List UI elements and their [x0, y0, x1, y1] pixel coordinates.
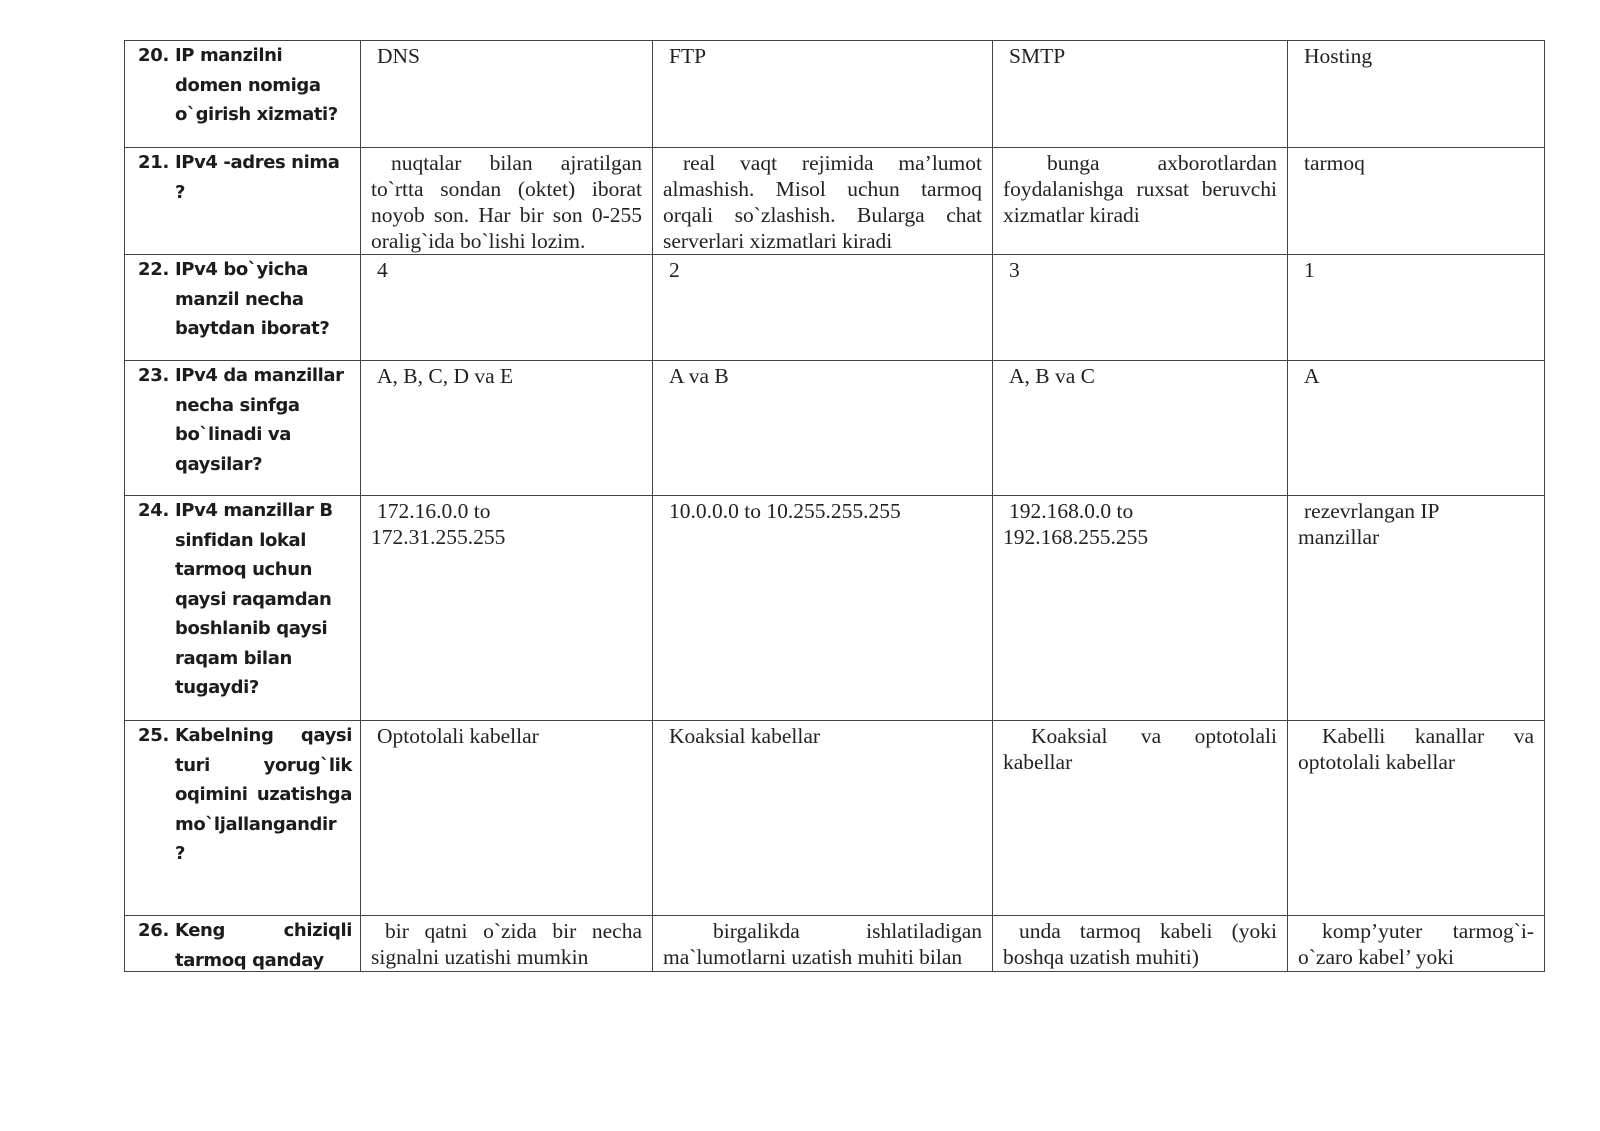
answer-cell: [361, 255, 653, 361]
question-number: 21.: [138, 152, 169, 173]
table-row: [125, 496, 1545, 721]
question-number: 22.: [138, 259, 169, 280]
question-cell: [125, 148, 361, 255]
answer-text: A va B: [669, 364, 729, 388]
answer-cell: [1288, 255, 1545, 361]
table-row: [125, 361, 1545, 496]
answer-text: rezevrlangan IP manzillar: [1298, 499, 1439, 549]
answer-text: Hosting: [1304, 44, 1373, 68]
answer-text: Optotolali kabellar: [377, 724, 539, 748]
question-number: 25.: [138, 725, 169, 746]
answer-cell: [653, 255, 993, 361]
answer-text: 10.0.0.0 to 10.255.255.255: [669, 499, 901, 523]
answer-text: real vaqt rejimida ma’lumot almashish. Misol uchun tarmoq orqali so`zlashish. Bularga chat serverlari xizmatlari kiradi: [663, 151, 982, 253]
answer-text: 2: [669, 258, 680, 282]
answer-text: A: [1304, 364, 1320, 388]
answer-text: bir qatni o`zida bir necha signalni uzatishi mumkin: [371, 919, 642, 969]
answer-cell: [361, 148, 653, 255]
answer-text: unda tarmoq kabeli (yoki boshqa uzatish muhiti): [1003, 919, 1277, 969]
answer-cell: [993, 916, 1288, 972]
answer-cell: [993, 496, 1288, 721]
question-cell: [125, 721, 361, 916]
answer-cell: [1288, 916, 1545, 972]
answer-text: A, B va C: [1009, 364, 1095, 388]
question-text: IPv4 manzillar B sinfidan lokal tarmoq uchun qaysi raqamdan boshlanib qaysi raqam bilan tugaydi?: [175, 500, 333, 698]
answer-cell: [993, 255, 1288, 361]
question-text: Keng chiziqli tarmoq qanday: [175, 920, 352, 970]
table-row: [125, 916, 1545, 972]
answer-text: birgalikda ishlatiladigan ma`lumotlarni uzatish muhiti bilan: [663, 919, 982, 969]
question-number: 24.: [138, 500, 169, 521]
question-text: Kabelning qaysi turi yorug`lik oqimini uzatishga mo`ljallangandir ?: [175, 725, 352, 864]
answer-text: DNS: [377, 44, 421, 68]
answer-cell: [361, 721, 653, 916]
answer-text: SMTP: [1009, 44, 1066, 68]
question-number: 23.: [138, 365, 169, 386]
answer-cell: [1288, 721, 1545, 916]
answer-cell: [993, 41, 1288, 148]
answer-cell: [1288, 41, 1545, 148]
answer-cell: [653, 148, 993, 255]
answer-text: komp’yuter tarmog`i- o`zaro kabel’ yoki: [1298, 919, 1534, 969]
table-row: [125, 721, 1545, 916]
answer-text: nuqtalar bilan ajratilgan to`rtta sondan (oktet) iborat noyob son. Har bir son 0-255 oralig`ida bo`lishi lozim.: [371, 151, 642, 253]
answer-cell: [361, 361, 653, 496]
answer-cell: [993, 148, 1288, 255]
question-text: IPv4 da manzillar necha sinfga bo`linadi va qaysilar?: [175, 365, 344, 475]
answer-text: bunga axborotlardan foydalanishga ruxsat beruvchi xizmatlar kiradi: [1003, 151, 1277, 227]
question-cell: [125, 255, 361, 361]
answer-cell: [1288, 496, 1545, 721]
question-cell: [125, 41, 361, 148]
answer-cell: [993, 721, 1288, 916]
answer-text: Kabelli kanallar va optotolali kabellar: [1298, 724, 1534, 774]
answer-cell: [993, 361, 1288, 496]
question-cell: [125, 496, 361, 721]
answer-text: 172.16.0.0 to 172.31.255.255: [371, 499, 506, 549]
answer-cell: [653, 361, 993, 496]
answer-text: Koaksial va optotolali kabellar: [1003, 724, 1277, 774]
answer-text: A, B, C, D va E: [377, 364, 514, 388]
answer-text: 192.168.0.0 to 192.168.255.255: [1003, 499, 1149, 549]
answer-cell: [653, 721, 993, 916]
answer-cell: [653, 916, 993, 972]
answer-text: 1: [1304, 258, 1315, 282]
answer-cell: [653, 496, 993, 721]
table-row: [125, 148, 1545, 255]
answer-text: Koaksial kabellar: [669, 724, 821, 748]
answer-text: 3: [1009, 258, 1020, 282]
answer-text: 4: [377, 258, 388, 282]
quiz-table: [124, 40, 1545, 972]
question-text: IP manzilni domen nomiga o`girish xizmati?: [175, 45, 338, 125]
question-number: 20.: [138, 45, 169, 66]
question-text: IPv4 bo`yicha manzil necha baytdan iborat?: [175, 259, 330, 339]
answer-text: tarmoq: [1304, 151, 1365, 175]
answer-cell: [361, 41, 653, 148]
answer-cell: [1288, 361, 1545, 496]
table-row: [125, 255, 1545, 361]
question-cell: [125, 916, 361, 972]
question-cell: [125, 361, 361, 496]
answer-cell: [361, 916, 653, 972]
question-number: 26.: [138, 920, 169, 941]
table-row: [125, 41, 1545, 148]
answer-cell: [653, 41, 993, 148]
question-text: IPv4 -adres nima ?: [175, 152, 340, 203]
answer-text: FTP: [669, 44, 707, 68]
answer-cell: [361, 496, 653, 721]
answer-cell: [1288, 148, 1545, 255]
